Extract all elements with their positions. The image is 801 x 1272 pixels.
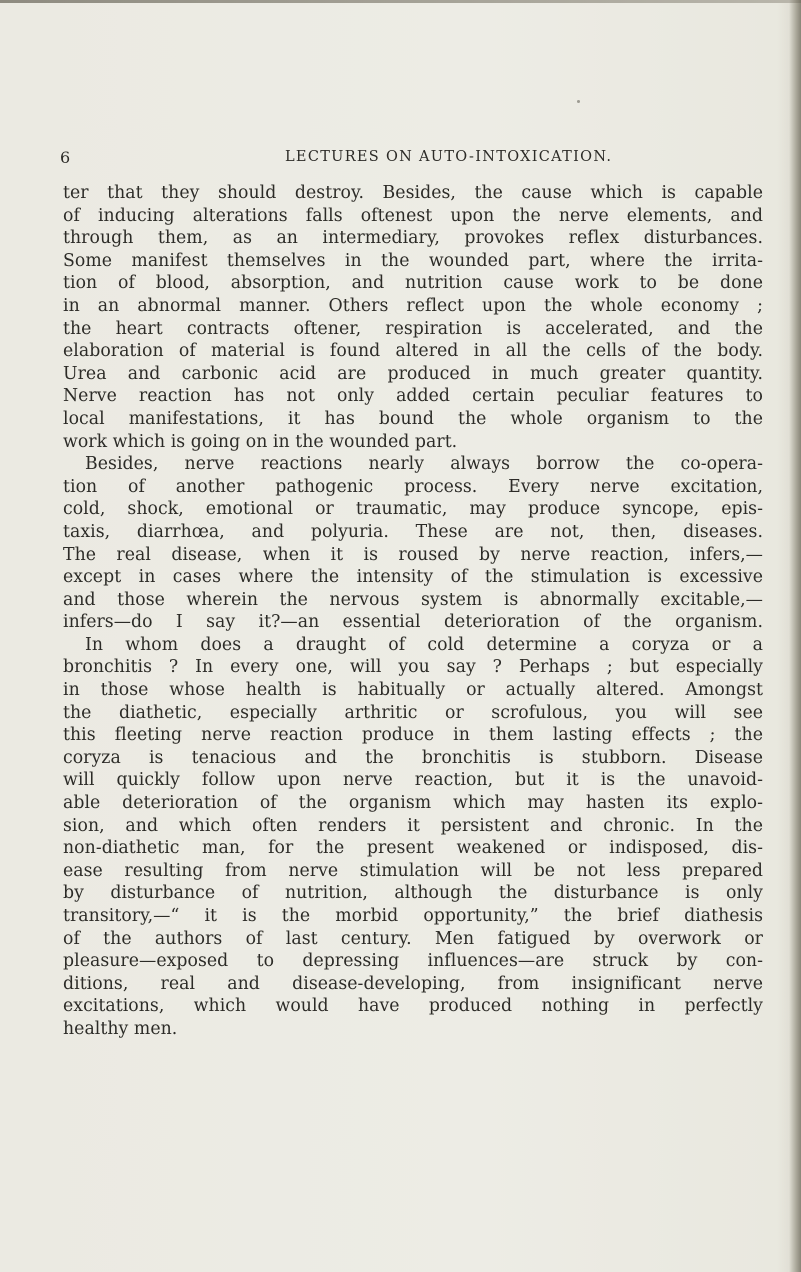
text-line: local manifestations, it has bound the whole organism to the bbox=[63, 408, 763, 429]
text-line: cold, shock, emotional or traumatic, may produce syncope, epis- bbox=[63, 499, 763, 520]
text-line: sion, and which often renders it persistent and chronic. In the bbox=[63, 815, 763, 836]
text-line: of the authors of last century. Men fatigued by overwork or bbox=[63, 928, 763, 949]
text-line: non-diathetic man, for the present weakened or indisposed, dis- bbox=[63, 838, 763, 859]
running-head: LECTURES ON AUTO-INTOXICATION. bbox=[285, 149, 613, 165]
text-line: The real disease, when it is roused by nerve reaction, infers,— bbox=[63, 544, 763, 565]
text-line: the heart contracts oftener, respiration is accelerated, and the bbox=[63, 318, 763, 339]
paragraph-end-line: healthy men. bbox=[63, 1018, 178, 1039]
text-line: ease resulting from nerve stimulation will be not less prepared bbox=[63, 860, 763, 881]
text-line: by disturbance of nutrition, although the disturbance is only bbox=[63, 883, 763, 904]
text-line: will quickly follow upon nerve reaction, but it is the unavoid- bbox=[63, 770, 763, 791]
text-line: through them, as an intermediary, provokes reflex disturbances. bbox=[63, 228, 763, 249]
text-line: bronchitis ? In every one, will you say ? Perhaps ; but especially bbox=[63, 657, 763, 678]
text-line: in an abnormal manner. Others reflect upon the whole economy ; bbox=[63, 295, 763, 316]
text-line: coryza is tenacious and the bronchitis is stubborn. Disease bbox=[63, 747, 763, 768]
text-line: Some manifest themselves in the wounded part, where the irrita- bbox=[63, 250, 763, 271]
text-line: of inducing alterations falls oftenest upon the nerve elements, and bbox=[63, 205, 763, 226]
page-edge-shadow bbox=[789, 0, 801, 1272]
text-line: and those wherein the nervous system is abnormally excitable,— bbox=[63, 589, 763, 610]
text-line: infers—do I say it?—an essential deterioration of the organism. bbox=[63, 612, 763, 633]
text-line: Urea and carbonic acid are produced in much greater quantity. bbox=[63, 363, 763, 384]
text-line: ter that they should destroy. Besides, the cause which is capable bbox=[63, 183, 763, 203]
text-line: tion of blood, absorption, and nutrition cause work to be done bbox=[63, 273, 763, 294]
text-line: tion of another pathogenic process. Every nerve excitation, bbox=[63, 476, 763, 497]
text-line: except in cases where the intensity of the stimulation is excessive bbox=[63, 567, 763, 588]
top-edge-rule bbox=[0, 0, 801, 3]
text-line: pleasure—exposed to depressing influences—are struck by con- bbox=[63, 951, 763, 972]
page-header bbox=[60, 148, 760, 172]
text-line: this fleeting nerve reaction produce in them lasting effects ; the bbox=[63, 725, 763, 746]
text-line: elaboration of material is found altered in all the cells of the body. bbox=[63, 341, 763, 362]
body-text bbox=[63, 182, 763, 1041]
paragraph-start-line: In whom does a draught of cold determine a coryza or a bbox=[85, 634, 763, 655]
text-line: in those whose health is habitually or actually altered. Amongst bbox=[63, 680, 763, 701]
paragraph-start-line: Besides, nerve reactions nearly always borrow the co-opera- bbox=[85, 454, 763, 475]
text-line: the diathetic, especially arthritic or scrofulous, you will see bbox=[63, 702, 763, 723]
text-line: taxis, diarrhœa, and polyuria. These are not, then, diseases. bbox=[63, 521, 763, 542]
text-line: transitory,—“ it is the morbid opportunity,” the brief diathesis bbox=[63, 906, 763, 926]
paragraph-end-line: work which is going on in the wounded part. bbox=[63, 431, 458, 452]
text-line: excitations, which would have produced nothing in perfectly bbox=[63, 996, 763, 1017]
paper-speck bbox=[577, 100, 580, 103]
page-number: 6 bbox=[60, 148, 72, 167]
text-line: ditions, real and disease-developing, from insignificant nerve bbox=[63, 973, 763, 994]
text-line: able deterioration of the organism which may hasten its explo- bbox=[63, 793, 763, 814]
text-line: Nerve reaction has not only added certain peculiar features to bbox=[63, 386, 763, 407]
